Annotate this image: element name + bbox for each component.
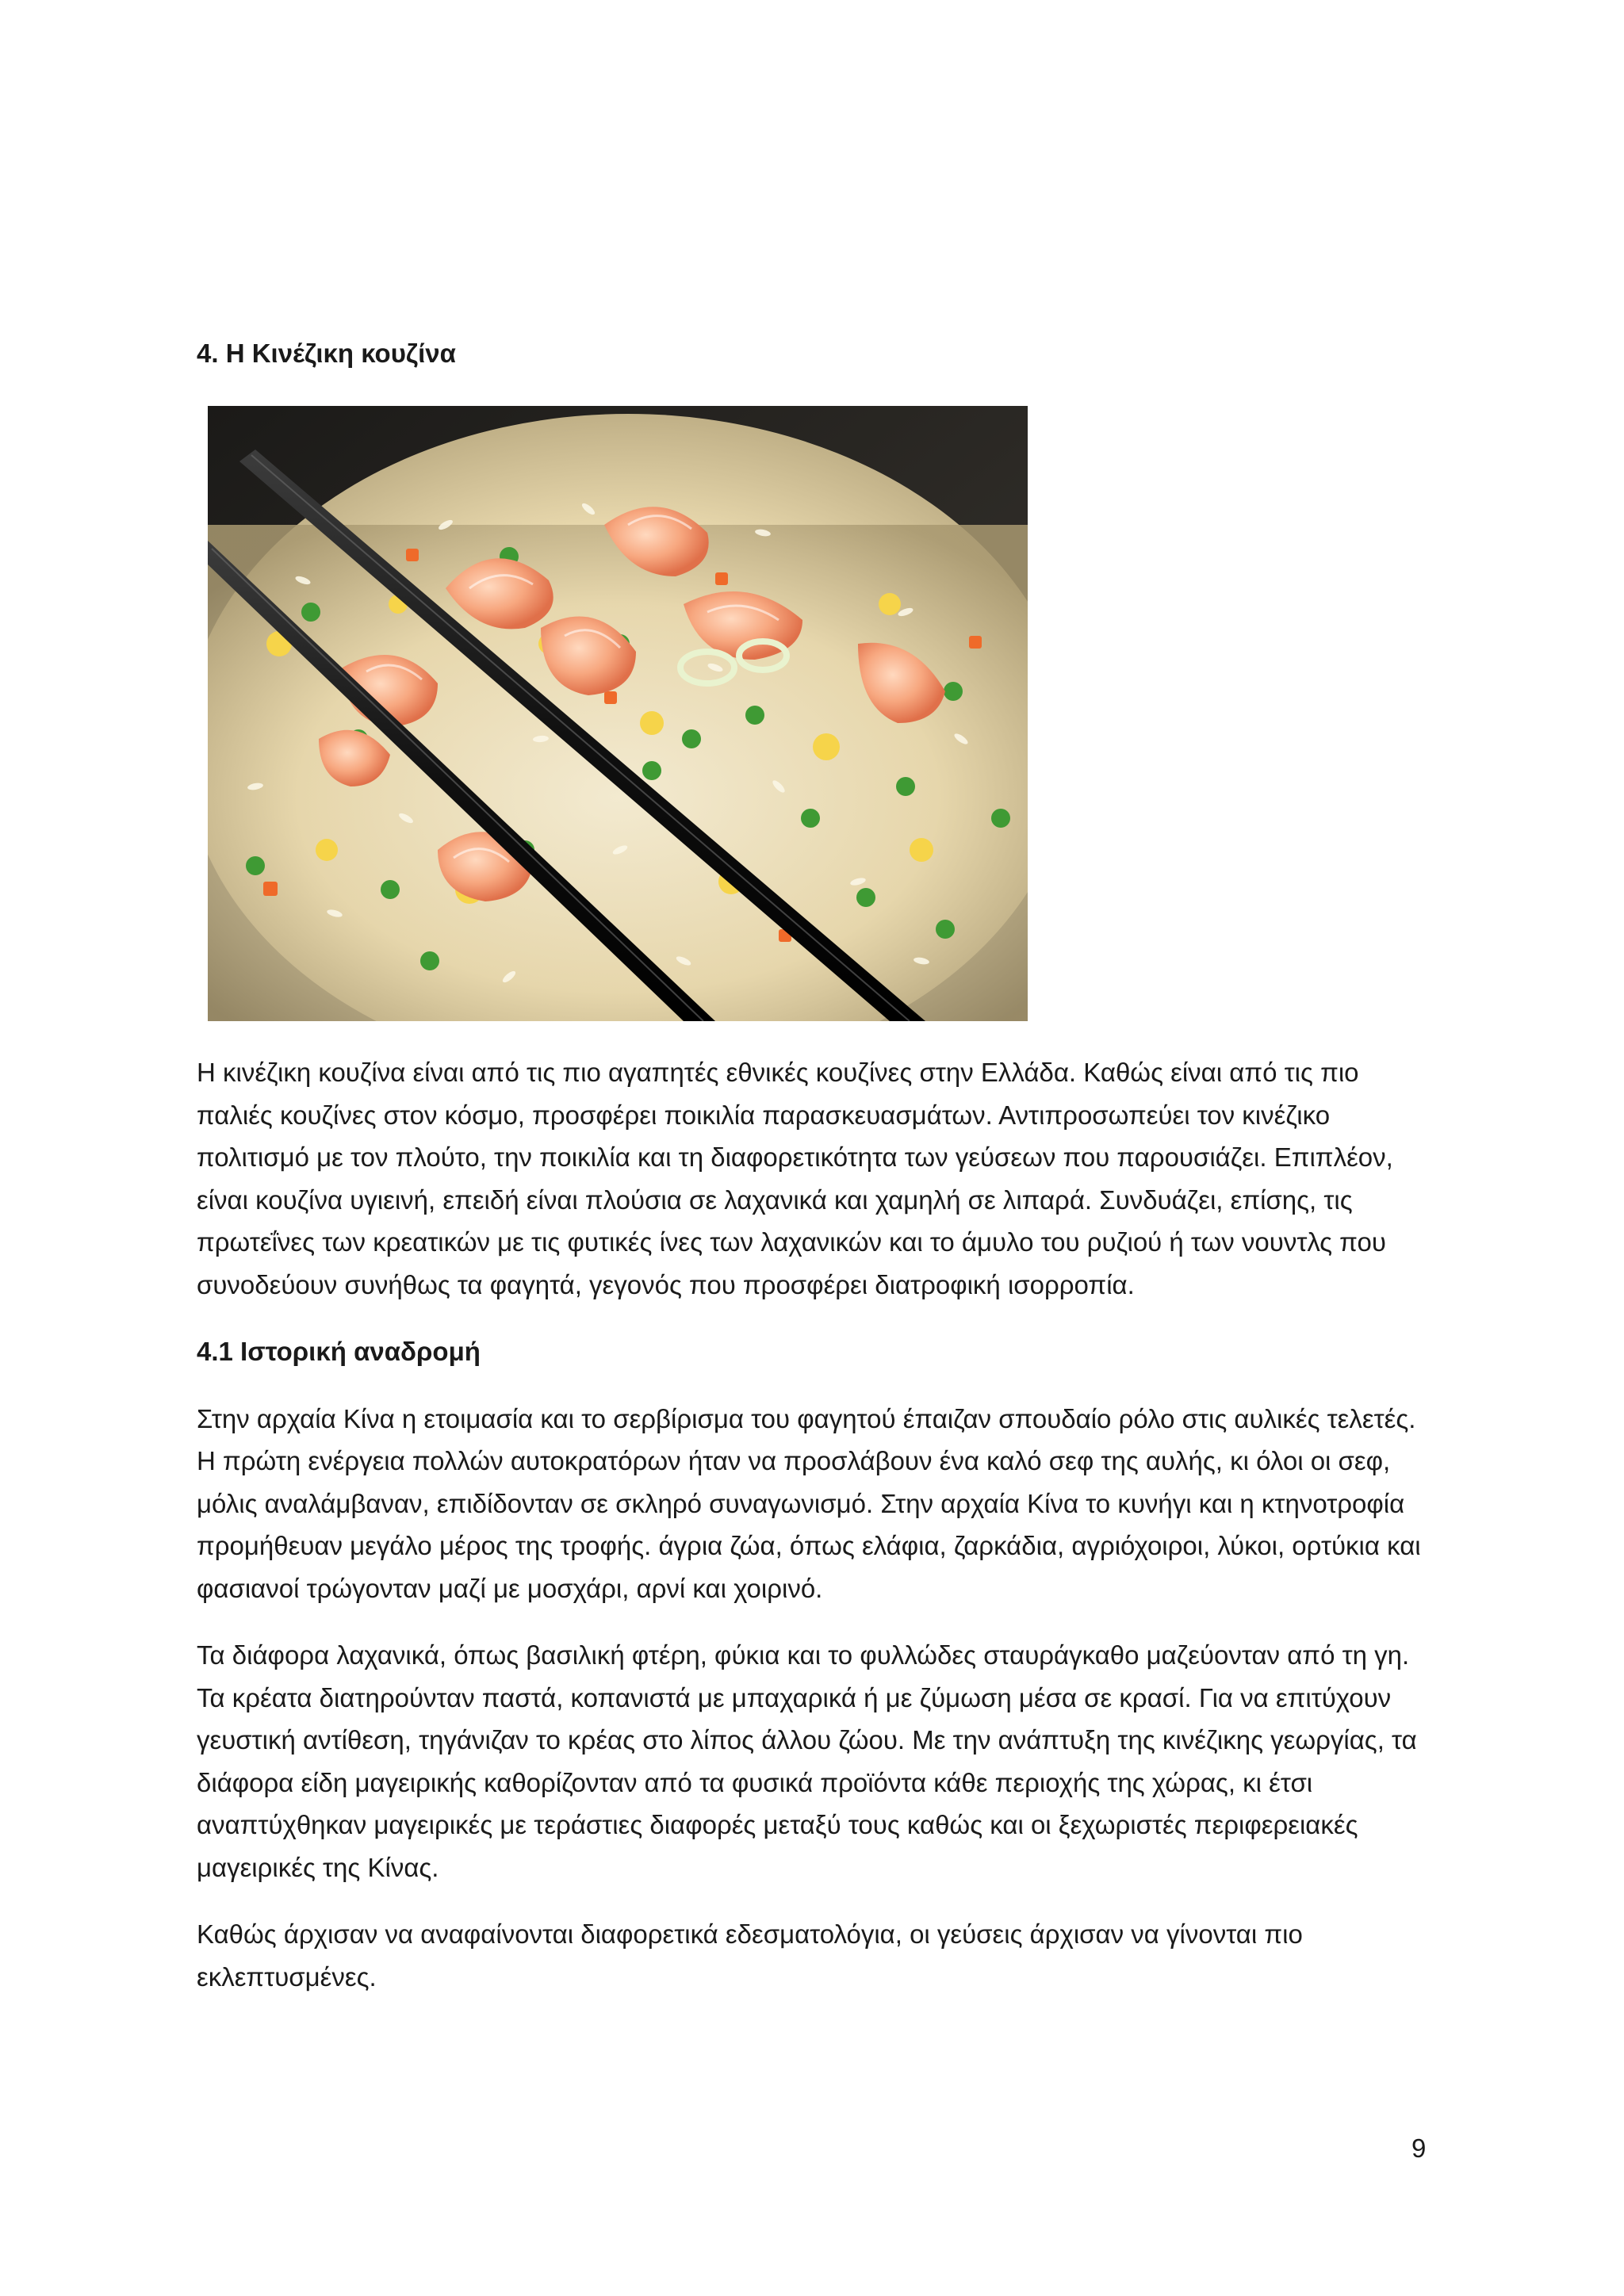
subsection-title: 4.1 Ιστορική αναδρομή: [197, 1337, 481, 1366]
intro-paragraph: Η κινέζικη κουζίνα είναι από τις πιο αγαπητές εθνικές κουζίνες στην Ελλάδα. Καθώς είναι από τις πιο παλιές κουζίνες στον κόσμο, προσφέρει ποικιλία παρασκευασμάτων. Αντιπροσωπεύει τον κινέζικο πολιτισμό με τον πλούτο, την ποικιλία και τη διαφορετικότητα των γεύσεων που παρουσιάζει. Επιπλέον, είναι κουζίνα υγιεινή, επειδή είναι πλούσια σε λαχανικά και χαμηλή σε λιπαρά. Συνδυάζει, επίσης, τις πρωτεΐνες των κρεατικών με τις φυτικές ίνες των λαχανικών και το άμυλο του ρυζιού ή των νουντλς που συνοδεύουν συνήθως τα φαγητά, γεγονός που προσφέρει διατροφική ισορροπία.: [197, 1058, 1393, 1299]
page-content: [197, 333, 1434, 2022]
page-number: 9: [1411, 2133, 1427, 2163]
fried-rice-photo: [208, 406, 1028, 1021]
section-title: 4. Η Κινέζικη κουζίνα: [197, 339, 456, 368]
history-paragraph-3: Καθώς άρχισαν να αναφαίνονται διαφορετικά εδεσματολόγια, οι γεύσεις άρχισαν να γίνονται πιο εκλεπτυσμένες.: [197, 1919, 1303, 1992]
fried-rice-illustration: [208, 406, 1028, 1021]
history-paragraph-1: Στην αρχαία Κίνα η ετοιμασία και το σερβίρισμα του φαγητού έπαιζαν σπουδαίο ρόλο στις αυλικές τελετές. Η πρώτη ενέργεια πολλών αυτοκρατόρων ήταν να προσλάβουν ένα καλό σεφ της αυλής, κι όλοι οι σεφ, μόλις αναλάμβαναν, επιδίδονταν σε σκληρό συναγωνισμό. Στην αρχαία Κίνα το κυνήγι και η κτηνοτροφία προμήθευαν μεγάλο μέρος της τροφής. άγρια ζώα, όπως ελάφια, ζαρκάδια, αγριόχοιροι, λύκοι, ορτύκια και φασιανοί τρώγονταν μαζί με μοσχάρι, αρνί και χοιρινό.: [197, 1403, 1421, 1603]
history-paragraph-2: Τα διάφορα λαχανικά, όπως βασιλική φτέρη, φύκια και το φυλλώδες σταυράγκαθο μαζεύονταν από τη γη. Τα κρέατα διατηρούνταν παστά, κοπανιστά με μπαχαρικά ή με ζύμωση μέσα σε κρασί. Για να επιτύχουν γευστική αντίθεση, τηγάνιζαν το κρέας στο λίπος άλλου ζώου. Με την ανάπτυξη της κινέζικης γεωργίας, τα διάφορα είδη μαγειρικής καθορίζονταν από τα φυσικά προϊόντα κάθε περιοχής της χώρας, κι έτσι αναπτύχθηκαν μαγειρικές με τεράστιες διαφορές μεταξύ τους καθώς και οι ξεχωριστές περιφερειακές μαγειρικές της Κίνας.: [197, 1640, 1417, 1882]
